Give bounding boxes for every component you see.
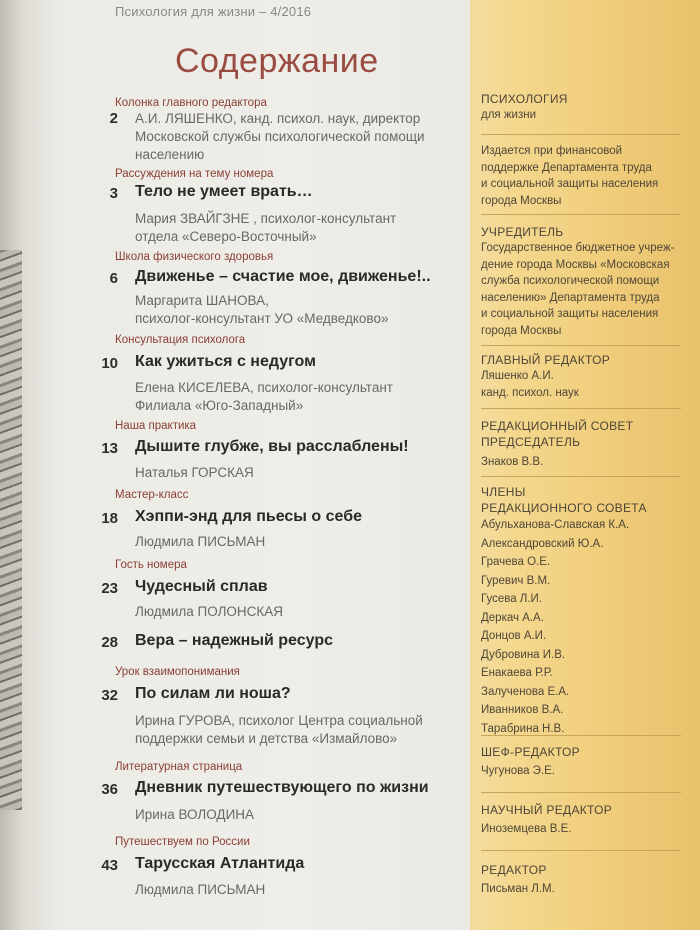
toc-category: Консультация психолога: [115, 334, 246, 346]
toc-article-title: Движенье – счастие мое, движенье!..: [135, 268, 431, 285]
toc-category: Урок взаимопонимания: [115, 666, 240, 678]
toc-author: Людмила ПИСЬМАН: [135, 534, 266, 549]
toc-article-title: Тарусская Атлантида: [135, 855, 305, 872]
toc-author: Наталья ГОРСКАЯ: [135, 465, 254, 480]
toc-article-title: Хэппи-энд для пьесы о себе: [135, 508, 362, 525]
masthead-redactor: РЕДАКТОР Письман Л.М.: [481, 863, 555, 895]
toc-category: Гость номера: [115, 559, 187, 571]
toc-category: Рассуждения на тему номера: [115, 168, 274, 180]
masthead-divider: [481, 792, 681, 793]
masthead-divider: [481, 476, 681, 477]
toc-author: А.И. ЛЯШЕНКО, канд. психол. наук, директор Московской службы психологической помощи населению: [135, 111, 425, 162]
toc-author: Маргарита ШАНОВА, психолог-консультант УО «Медведково»: [135, 293, 389, 326]
toc-author: Мария ЗВАЙГЗНЕ , психолог-консультант отдела «Северо-Восточный»: [135, 211, 397, 244]
photo-edge-strip: [0, 250, 22, 810]
toc-article-title: Дневник путешествующего по жизни: [135, 779, 429, 796]
toc-page-number: 3: [109, 185, 118, 202]
toc-page-number: 18: [101, 510, 118, 527]
running-head: Психология для жизни – 4/2016: [115, 4, 312, 19]
toc-article-title: Чудесный сплав: [135, 578, 268, 595]
toc-author: Ирина ГУРОВА, психолог Центра социальной поддержки семьи и детства «Измайлово»: [135, 713, 423, 746]
toc-category: Школа физического здоровья: [115, 251, 274, 263]
toc-page-number: 10: [101, 355, 118, 372]
masthead-divider: [481, 735, 681, 736]
masthead-magazine-name: ПСИХОЛОГИЯ для жизни: [481, 92, 568, 121]
masthead-science-editor: НАУЧНЫЙ РЕДАКТОР Иноземцева В.Е.: [481, 803, 613, 835]
masthead-council-members: ЧЛЕНЫ РЕДАКЦИОННОГО СОВЕТА Абульханова-Славская К.А. Александровский Ю.А. Грачева О.Е. Гуревич В.М. Гусева Л.И. Деркач А.А. Донцов А.И. Дубровина И.В. Енакаева Р.Р. Залученова Е.А. Иванников В.А. Тарабрина Н.В.: [481, 485, 647, 735]
toc-page-number: 6: [109, 270, 118, 287]
toc-category: Литературная страница: [115, 761, 243, 773]
masthead-divider: [481, 214, 681, 215]
masthead-divider: [481, 408, 681, 409]
masthead-council: РЕДАКЦИОННЫЙ СОВЕТ ПРЕДСЕДАТЕЛЬ Знаков В.В.: [481, 419, 634, 468]
masthead-divider: [481, 134, 681, 135]
masthead-divider: [481, 850, 681, 851]
toc-page-number: 28: [101, 634, 118, 651]
toc-author: Елена КИСЕЛЕВА, психолог-консультант Филиала «Юго-Западный»: [135, 380, 393, 413]
toc-page-number: 32: [101, 687, 118, 704]
masthead-founder: УЧРЕДИТЕЛЬ Государственное бюджетное учреж- дение города Москвы «Московская служба психологической помощи населению» Департамента труда и социальной защиты населения города Москвы: [481, 225, 675, 337]
toc-page-number: 23: [101, 580, 118, 597]
toc-page-number: 13: [101, 440, 118, 457]
page-title: Содержание: [175, 42, 379, 80]
toc-article-title: Дышите глубже, вы расслаблены!: [135, 438, 409, 455]
toc-author: Людмила ПИСЬМАН: [135, 882, 266, 897]
toc-category: Колонка главного редактора: [115, 97, 267, 109]
toc-category: Наша практика: [115, 420, 197, 432]
toc-author: Ирина ВОЛОДИНА: [135, 807, 255, 822]
masthead-divider: [481, 345, 681, 346]
toc-page-number: 2: [109, 110, 118, 127]
toc-page-number: 36: [101, 781, 118, 798]
masthead-chief-editor: ШЕФ-РЕДАКТОР Чугунова Э.Е.: [481, 745, 580, 777]
toc-author: Людмила ПОЛОНСКАЯ: [135, 604, 284, 619]
toc-article-title: Вера – надежный ресурс: [135, 632, 333, 649]
masthead-support: Издается при финансовой поддержке Департамента труда и социальной защиты населения города Москвы: [481, 145, 659, 207]
toc-article-title: Тело не умеет врать…: [135, 183, 313, 200]
toc-category: Мастер-класс: [115, 489, 189, 501]
toc-page-number: 43: [101, 857, 118, 874]
masthead-editor: ГЛАВНЫЙ РЕДАКТОР Ляшенко А.И. канд. психол. наук: [481, 353, 611, 399]
toc-category: Путешествуем по России: [115, 836, 250, 848]
toc-article-title: По силам ли ноша?: [135, 685, 291, 702]
toc-article-title: Как ужиться с недугом: [135, 353, 316, 370]
